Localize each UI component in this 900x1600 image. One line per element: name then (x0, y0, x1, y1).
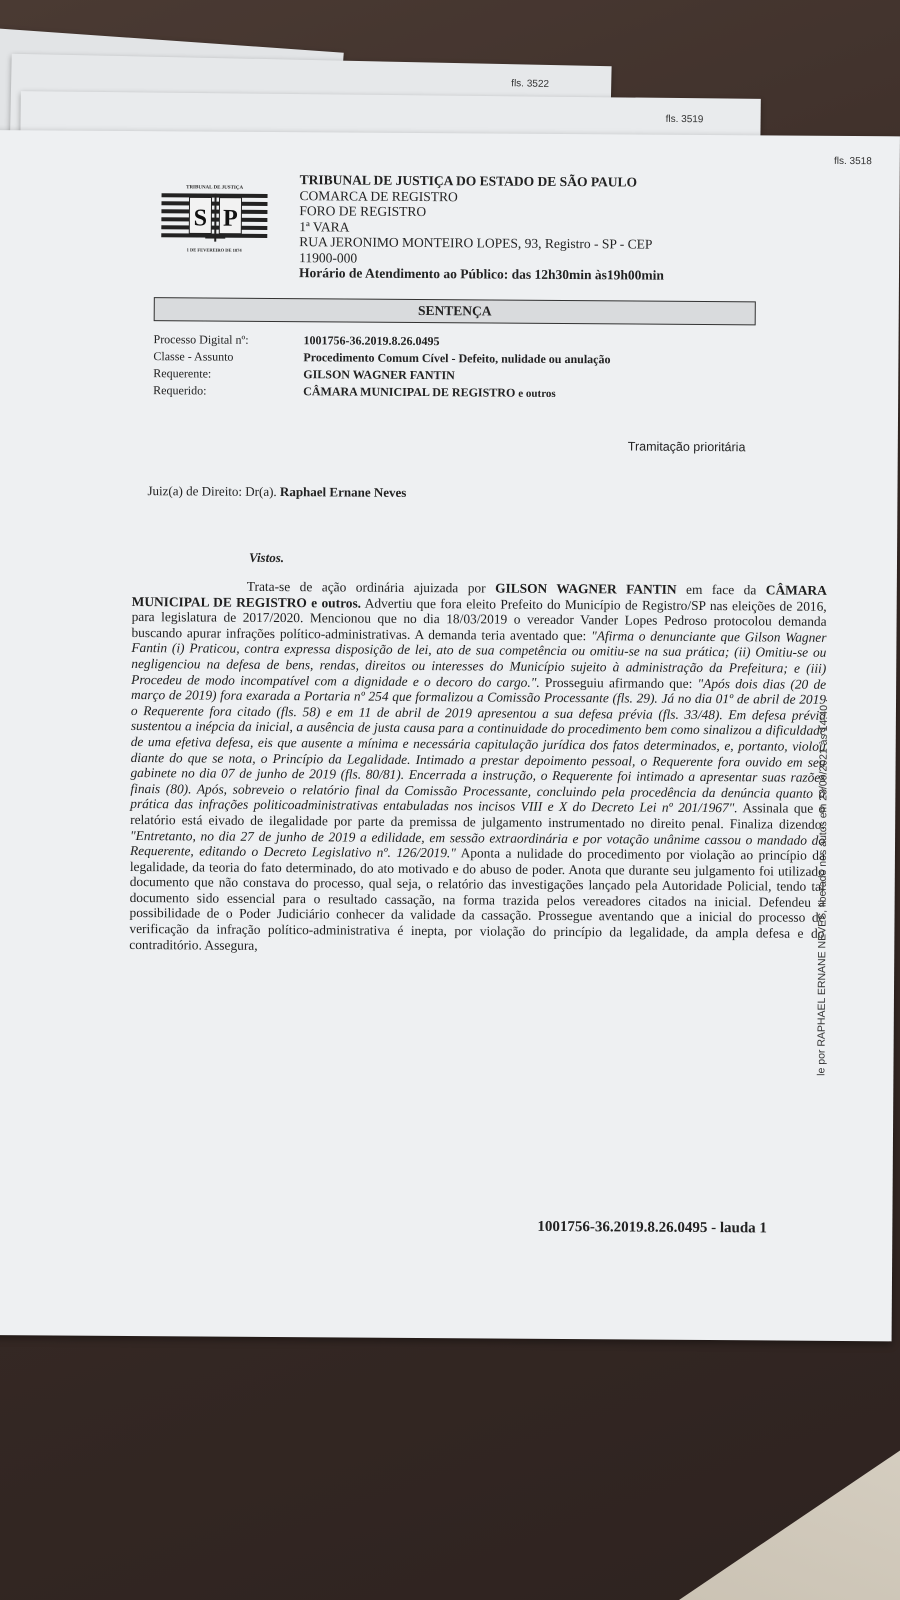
judge-label: Juiz(a) de Direito: Dr(a). (147, 483, 277, 500)
logo-bottom-text: 1 DE FEVEREIRO DE 1874 (186, 247, 242, 253)
requerido-suffix: e outros (518, 387, 556, 400)
priority-note: Tramitação prioritária (627, 439, 746, 455)
requerido-value (303, 383, 556, 403)
floor-background (560, 1370, 900, 1600)
body-defendant-name: CÂMARA MUNICIPAL DE REGISTRO e outros. (131, 582, 827, 611)
meta-row-requerido (153, 382, 610, 403)
court-info (299, 172, 665, 283)
body-text-6: Aponta a nulidade do procedimento por violação ao princípio da legalidade, da teoria do fato determinado, do ato motivado e do abuso de poder. Anota que durante seu julgamento foi utilizado documento que não constava do processo, qual seja, o relatório das investigações lançado pela Autoridade Policial, tendo tal documento sido essencial para o resultado cassação, na forma trazida pelos vereadores citados na inicial. Defendeu a possibilidade de o Poder Judiciário conhecer da validade da cassação. Prossegue aventando que a inicial do processo de verificação da infração político-administrativa é inepta, por violação do princípio da legalidade, da ampla defesa e do contraditório. Assegura, (129, 845, 826, 953)
body-text-1: Trata-se de ação ordinária ajuizada por (246, 578, 496, 596)
digital-signature-note: le por RAPHAEL ERNANE NEVES, liberado nos autos em 23/09/2021 às 14:40 . (815, 699, 831, 1076)
address: RUA JERONIMO MONTEIRO LOPES, 93, Registro - SP - CEP (299, 234, 653, 252)
requerido-name: CÂMARA MUNICIPAL DE REGISTRO (303, 384, 516, 400)
logo-letter-p: P (222, 205, 238, 232)
classe-label: Classe - Assunto (153, 349, 234, 364)
judge-line (147, 483, 406, 501)
vistos-heading: Vistos. (248, 549, 285, 566)
tjsp-logo-icon (159, 179, 270, 260)
body-plaintiff-name: GILSON WAGNER FANTIN (495, 580, 677, 597)
comarca: COMARCA DE REGISTRO (299, 187, 458, 204)
requerente-value: GILSON WAGNER FANTIN (303, 367, 455, 383)
body-quote-3: "Entretanto, no dia 27 de junho de 2019 a edilidade, em sessão extraordinária e por votação unânime cassou o mandado do Requerente, editando o Decreto Legislativo nº. 126/2019." (129, 827, 826, 861)
body-quote-2: "Após dois dias (20 de março de 2019) fora exarada a Portaria nº 254 que formalizou a Comissão Processante (fls. 29). Já no dia 01º de abril de 2019 o Requerente fora citado (fls. 58) e em 11 de abril de 2019 apresentou a sua defesa prévia (fls. 33/48). Em defesa prévia sustentou a inépcia da inicial, a ausência de justa causa para a continuidade do procedimento bem como sinalizou a dificuldade de uma efetiva defesa, eis que ausente a mínima e necessária capitulação jurídica dos fatos determinados, e, portanto, violou diante do que se nota, o Princípio da Legalidade. Intimado a prestar depoimento pessoal, o Requerente fora ouvido em seu gabinete no dia 07 de junho de 2019 (fls. 80/81). Encerrada a instrução, o Requerente foi intimado a apresentar suas razões finais (80). Após, sobreveio o relatório final da Comissão Processante, concluindo pela procedência da denúncia quanto à prática das infrações politicoadministrativas entabuladas nos incisos VIII e X do Decreto Lei nº 201/1967". (130, 675, 827, 816)
stacked-page-number: fls. 3519 (665, 113, 704, 126)
document-page (0, 130, 900, 1341)
logo-top-text: TRIBUNAL DE JUSTIÇA (186, 185, 244, 191)
case-metadata (153, 331, 611, 403)
business-hours: Horário de Atendimento ao Público: das 12h30min às19h00min (298, 265, 664, 283)
foro: FORO DE REGISTRO (299, 203, 427, 220)
classe-value: Procedimento Comum Cível - Defeito, nulidade ou anulação (303, 350, 611, 367)
body-quote-1: "Afirma o denunciante que Gilson Wagner Fantin (i) Praticou, contra expressa disposição de lei, ato de sua competência ou omitiu-se na sua prática; (ii) Omitiu-se ou negligenciou na defesa de bens, rendas, direitos ou interesses do Município sujeito à administração da Prefeitura; e (iii) Procedeu de modo incompatível com a dignidade e o decoro do cargo.". (131, 627, 827, 690)
vara: 1ª VARA (299, 218, 350, 235)
document-header (165, 171, 765, 283)
page-footer: 1001756-36.2019.8.26.0495 - lauda 1 (537, 1218, 767, 1237)
body-text-3: Advertiu que fora eleito Prefeito do Município de Registro/SP nas eleições de 2016, para legislatura de 2017/2020. Mencionou que no dia 18/03/2019 o vereador Vander Lopes Pedroso protocolou demanda buscando apurar infrações político-administrativas. A demanda teria aventado que: (131, 595, 827, 643)
document-title: SENTENÇA (154, 297, 756, 325)
processo-value: 1001756-36.2019.8.26.0495 (303, 333, 440, 349)
body-text-5: Assinala que o relatório está eivado de ilegalidade por parte da premissa de julgamento instrumentado no direito penal. Finaliza dizendo: (130, 800, 826, 832)
judge-name: Raphael Ernane Neves (279, 484, 407, 500)
stacked-page-number: fls. 3522 (511, 78, 550, 90)
processo-label: Processo Digital nº: (153, 332, 249, 347)
cep: 11900-000 (299, 249, 358, 266)
court-name: TRIBUNAL DE JUSTIÇA DO ESTADO DE SÃO PAULO (299, 172, 638, 190)
requerente-label: Requerente: (153, 366, 212, 381)
logo-letter-s: S (193, 205, 208, 232)
body-text-4: Prosseguiu afirmando que: (539, 674, 698, 691)
page-number: fls. 3518 (833, 155, 872, 168)
body-text-2: em face da (676, 581, 766, 598)
requerido-label: Requerido: (153, 383, 207, 398)
sentence-body (129, 578, 827, 957)
